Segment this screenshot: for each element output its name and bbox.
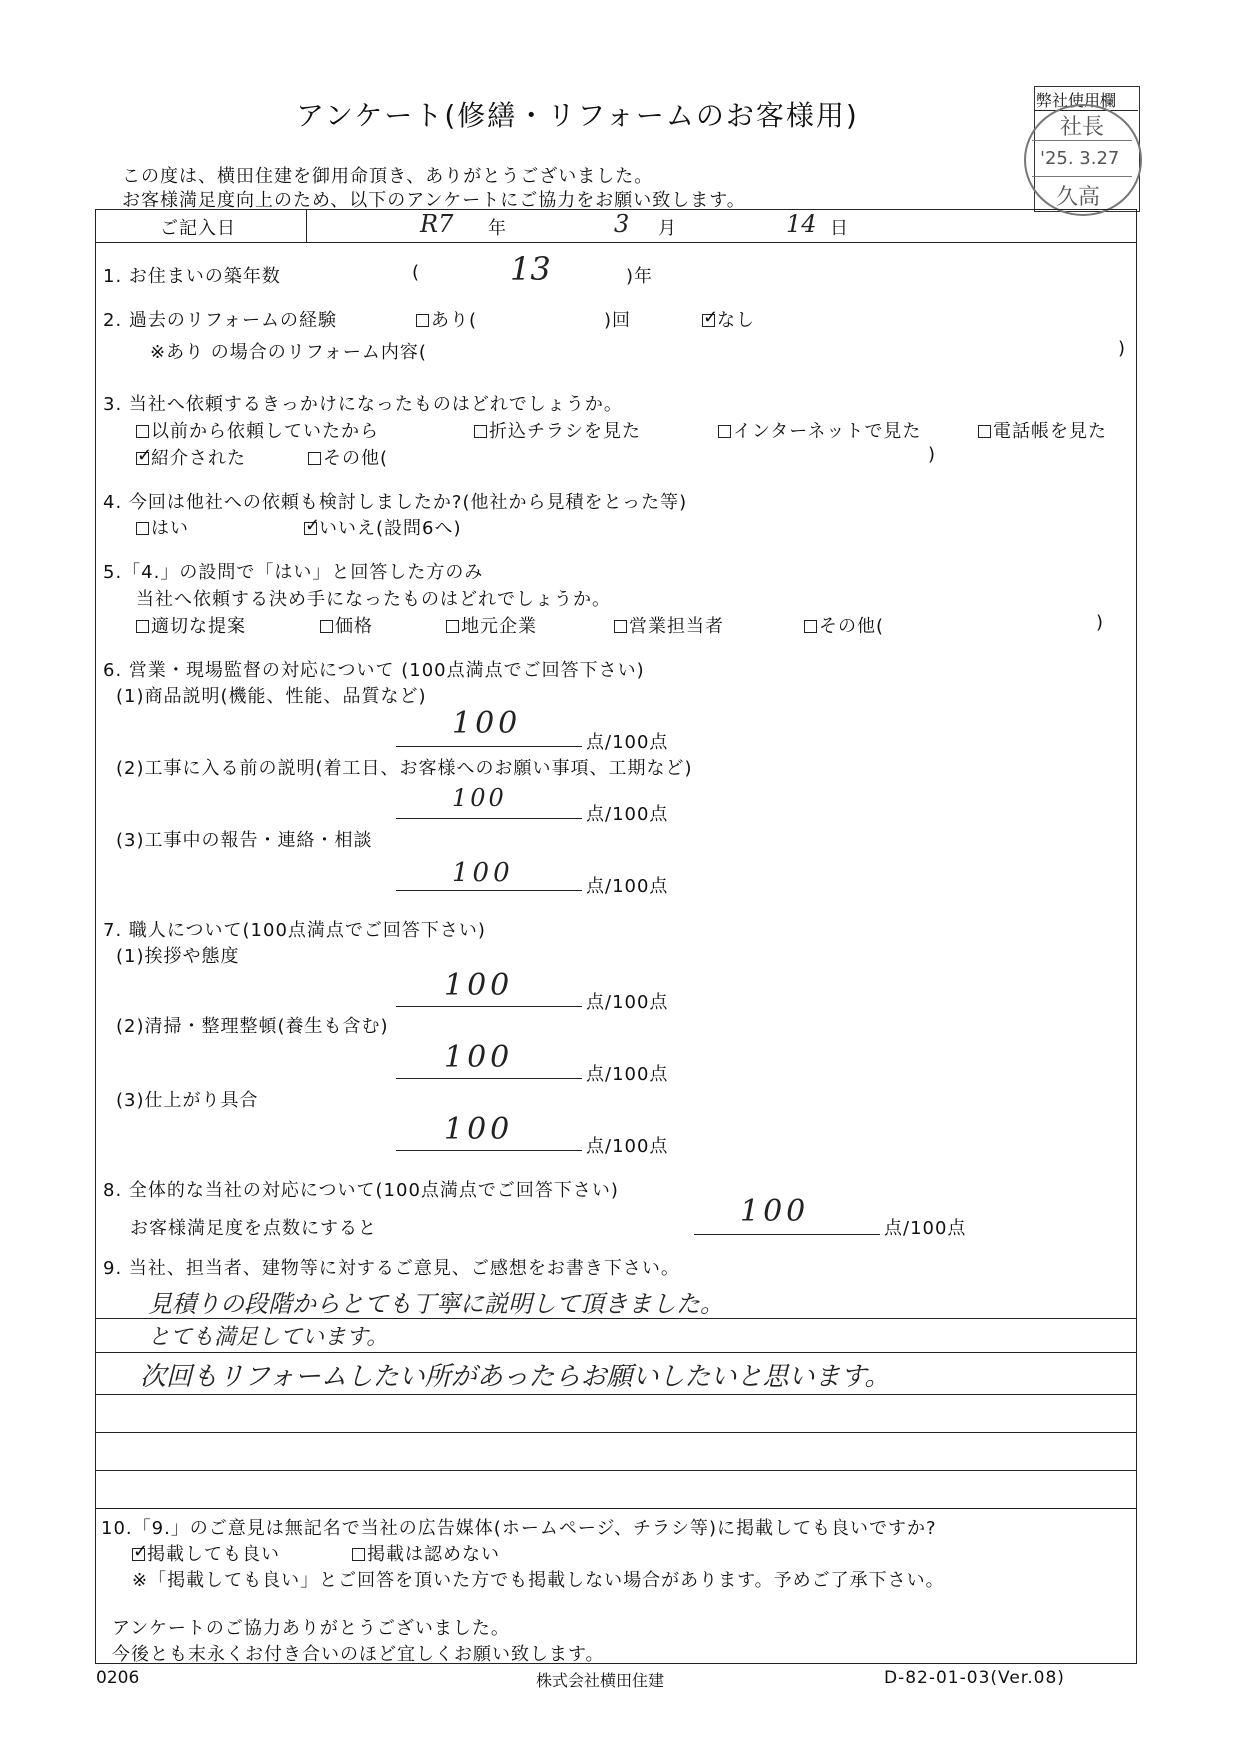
q3-label: 3. 当社へ依頼するきっかけになったものはどれでしょうか。 [103,394,623,415]
q10-yes-checkbox[interactable] [132,1548,145,1561]
approval-stamp [1024,104,1142,216]
q6-item-2-score[interactable]: 100 [452,784,507,812]
q3-option-1-label: 以前から依頼していたから [151,421,379,442]
q6-item-1-label: (1)商品説明(機能、性能、品質など) [116,686,427,707]
q10-no-checkbox[interactable] [352,1548,365,1561]
q5-option-1-label: 適切な提案 [151,616,246,637]
q6-item-3-score[interactable]: 100 [452,858,514,888]
q9-comment-line-3[interactable]: 次回もリフォームしたい所があったらお願いしたいと思います。 [140,1362,891,1392]
q1-close: )年 [626,266,654,287]
q8-suffix: 点/100点 [884,1218,967,1239]
q9-comment-line-1[interactable]: 見積りの段階からとても丁寧に説明して頂きました。 [148,1290,724,1318]
q5-option-3-label: 地元企業 [461,616,537,637]
q3-option-3-checkbox[interactable] [718,425,731,438]
q5-option-5-label: その他( [819,616,885,637]
q4-yes[interactable] [136,514,189,540]
q3-option-6-label: その他( [323,448,389,469]
q3-option-6-checkbox[interactable] [308,452,321,465]
q7-item-3-label: (3)仕上がり具合 [116,1090,259,1111]
q7-item-3-suffix: 点/100点 [586,1136,669,1157]
q5-option-4-checkbox[interactable] [614,620,627,633]
date-month-value[interactable]: 3 [614,210,630,238]
q2-no-label: なし [717,310,755,331]
q8-score[interactable]: 100 [740,1194,810,1229]
footer-code-left: 0206 [96,1668,140,1688]
q3-option-5-label: 紹介された [151,448,246,469]
q5-option-2-checkbox[interactable] [320,620,333,633]
q6-item-1-suffix: 点/100点 [586,732,669,753]
q5-option-1-checkbox[interactable] [136,620,149,633]
q2-times: )回 [604,310,632,331]
q10-label: 10.「9.」のご意見は無記名で当社の広告媒体(ホームページ、チラシ等)に掲載しても良いですか? [101,1518,937,1539]
q3-option-2-checkbox[interactable] [474,425,487,438]
stamp-title: 社長 [1060,115,1105,140]
q3-option-2[interactable] [474,417,641,443]
q3-option-2-label: 折込チラシを見た [489,421,641,442]
q3-option-5-checkbox[interactable] [136,452,149,465]
q2-yes-label: あり( [431,310,478,331]
q5-other-close: ) [1096,612,1105,633]
q4-no[interactable] [304,514,462,540]
q8-label: 8. 全体的な当社の対応について(100点満点でご回答下さい) [103,1180,619,1201]
q6-label: 6. 営業・現場監督の対応について (100点満点でご回答下さい) [103,660,645,681]
q3-option-3[interactable] [718,417,921,443]
closing-line-1: アンケートのご協力ありがとうございました。 [112,1618,510,1639]
date-day-value[interactable]: 14 [786,210,817,238]
q5-option-1[interactable] [136,612,246,638]
stamp-date: '25. 3.27 [1040,148,1120,169]
q6-item-2-label: (2)工事に入る前の説明(着工日、お客様へのお願い事項、工期など) [116,758,693,779]
q6-item-3-suffix: 点/100点 [586,876,669,897]
q4-no-checkbox[interactable] [304,522,317,535]
office-use-label: 弊社使用欄 [1036,91,1117,110]
intro-line-1: この度は、横田住建を御用命頂き、ありがとうございました。 [122,166,654,187]
q1-label: 1. お住まいの築年数 [103,266,281,287]
q7-item-1-label: (1)挨拶や態度 [116,946,240,967]
q10-yes-label: 掲載しても良い [147,1544,280,1565]
footer-company: 株式会社横田住建 [536,1671,665,1690]
q3-option-4-checkbox[interactable] [978,425,991,438]
q5-label: 5.「4.」の設問で「はい」と回答した方のみ [103,562,484,583]
q3-option-6[interactable] [308,444,388,470]
q2-no-checkbox[interactable] [702,314,715,327]
q9-comment-line-2[interactable]: とても満足しています。 [148,1325,389,1350]
q2-label: 2. 過去のリフォームの経験 [103,310,337,331]
q7-item-1-score[interactable]: 100 [444,968,514,1003]
q1-value[interactable]: 13 [510,250,551,288]
q6-item-1-score[interactable]: 100 [452,706,522,741]
q3-other-close: ) [928,444,937,465]
q4-yes-label: はい [151,518,189,539]
q2-no[interactable] [702,306,755,332]
q3-option-5[interactable] [136,444,246,470]
date-month-unit: 月 [658,218,677,239]
q3-option-4[interactable] [978,417,1107,443]
q3-option-4-label: 電話帳を見た [993,421,1107,442]
q5-option-2[interactable] [320,612,373,638]
q2-note: ※あり の場合のリフォーム内容( [150,342,427,363]
stamp-name: 久高 [1056,185,1101,210]
q2-note-close: ) [1118,338,1127,359]
q6-item-3-label: (3)工事中の報告・連絡・相談 [116,830,373,851]
q10-no-label: 掲載は認めない [367,1544,500,1565]
q5-option-4-label: 営業担当者 [629,616,724,637]
q8-sub: お客様満足度を点数にすると [130,1218,377,1239]
q3-option-3-label: インターネットで見た [733,421,922,442]
q5-option-3-checkbox[interactable] [446,620,459,633]
footer-doc-code: D-82-01-03(Ver.08) [884,1668,1065,1688]
q7-label: 7. 職人について(100点満点でご回答下さい) [103,920,486,941]
intro-line-2: お客様満足度向上のため、以下のアンケートにご協力をお願い致します。 [122,190,746,211]
date-day-unit: 日 [830,218,849,239]
q7-item-2-label: (2)清掃・整理整頓(養生も含む) [116,1016,389,1037]
q10-no[interactable] [352,1540,500,1566]
q3-option-1-checkbox[interactable] [136,425,149,438]
q4-no-label: いいえ(設問6へ) [319,518,462,539]
q2-yes[interactable] [416,306,477,332]
date-label: ご記入日 [160,218,236,239]
date-era-value[interactable]: R7 [420,210,454,238]
q4-label: 4. 今回は他社への依頼も検討しましたか?(他社から見積をとった等) [103,492,688,513]
q7-item-2-suffix: 点/100点 [586,1064,669,1085]
page-title: アンケート(修繕・リフォームのお客様用) [296,99,859,132]
q5-option-5-checkbox[interactable] [804,620,817,633]
q4-yes-checkbox[interactable] [136,522,149,535]
q7-item-3-score[interactable]: 100 [444,1112,514,1147]
q3-option-1[interactable] [136,417,379,443]
q5-option-4[interactable] [614,612,724,638]
q1-open: ( [412,262,421,283]
q9-label: 9. 当社、担当者、建物等に対するご意見、ご感想をお書き下さい。 [103,1258,680,1279]
q6-item-2-suffix: 点/100点 [586,804,669,825]
closing-line-2: 今後とも末永くお付き合いのほど宜しくお願い致します。 [112,1644,605,1665]
q5-sub: 当社へ依頼する決め手になったものはどれでしょうか。 [136,589,611,610]
q10-note: ※「掲載しても良い」とご回答を頂いた方でも掲載しない場合があります。予めご了承下さい。 [132,1570,945,1591]
q2-yes-checkbox[interactable] [416,314,429,327]
q5-option-5[interactable] [804,612,884,638]
q5-option-3[interactable] [446,612,537,638]
q10-yes[interactable] [132,1540,280,1566]
date-year-unit: 年 [488,218,507,239]
q5-option-2-label: 価格 [335,616,373,637]
q7-item-2-score[interactable]: 100 [444,1040,514,1075]
q7-item-1-suffix: 点/100点 [586,992,669,1013]
